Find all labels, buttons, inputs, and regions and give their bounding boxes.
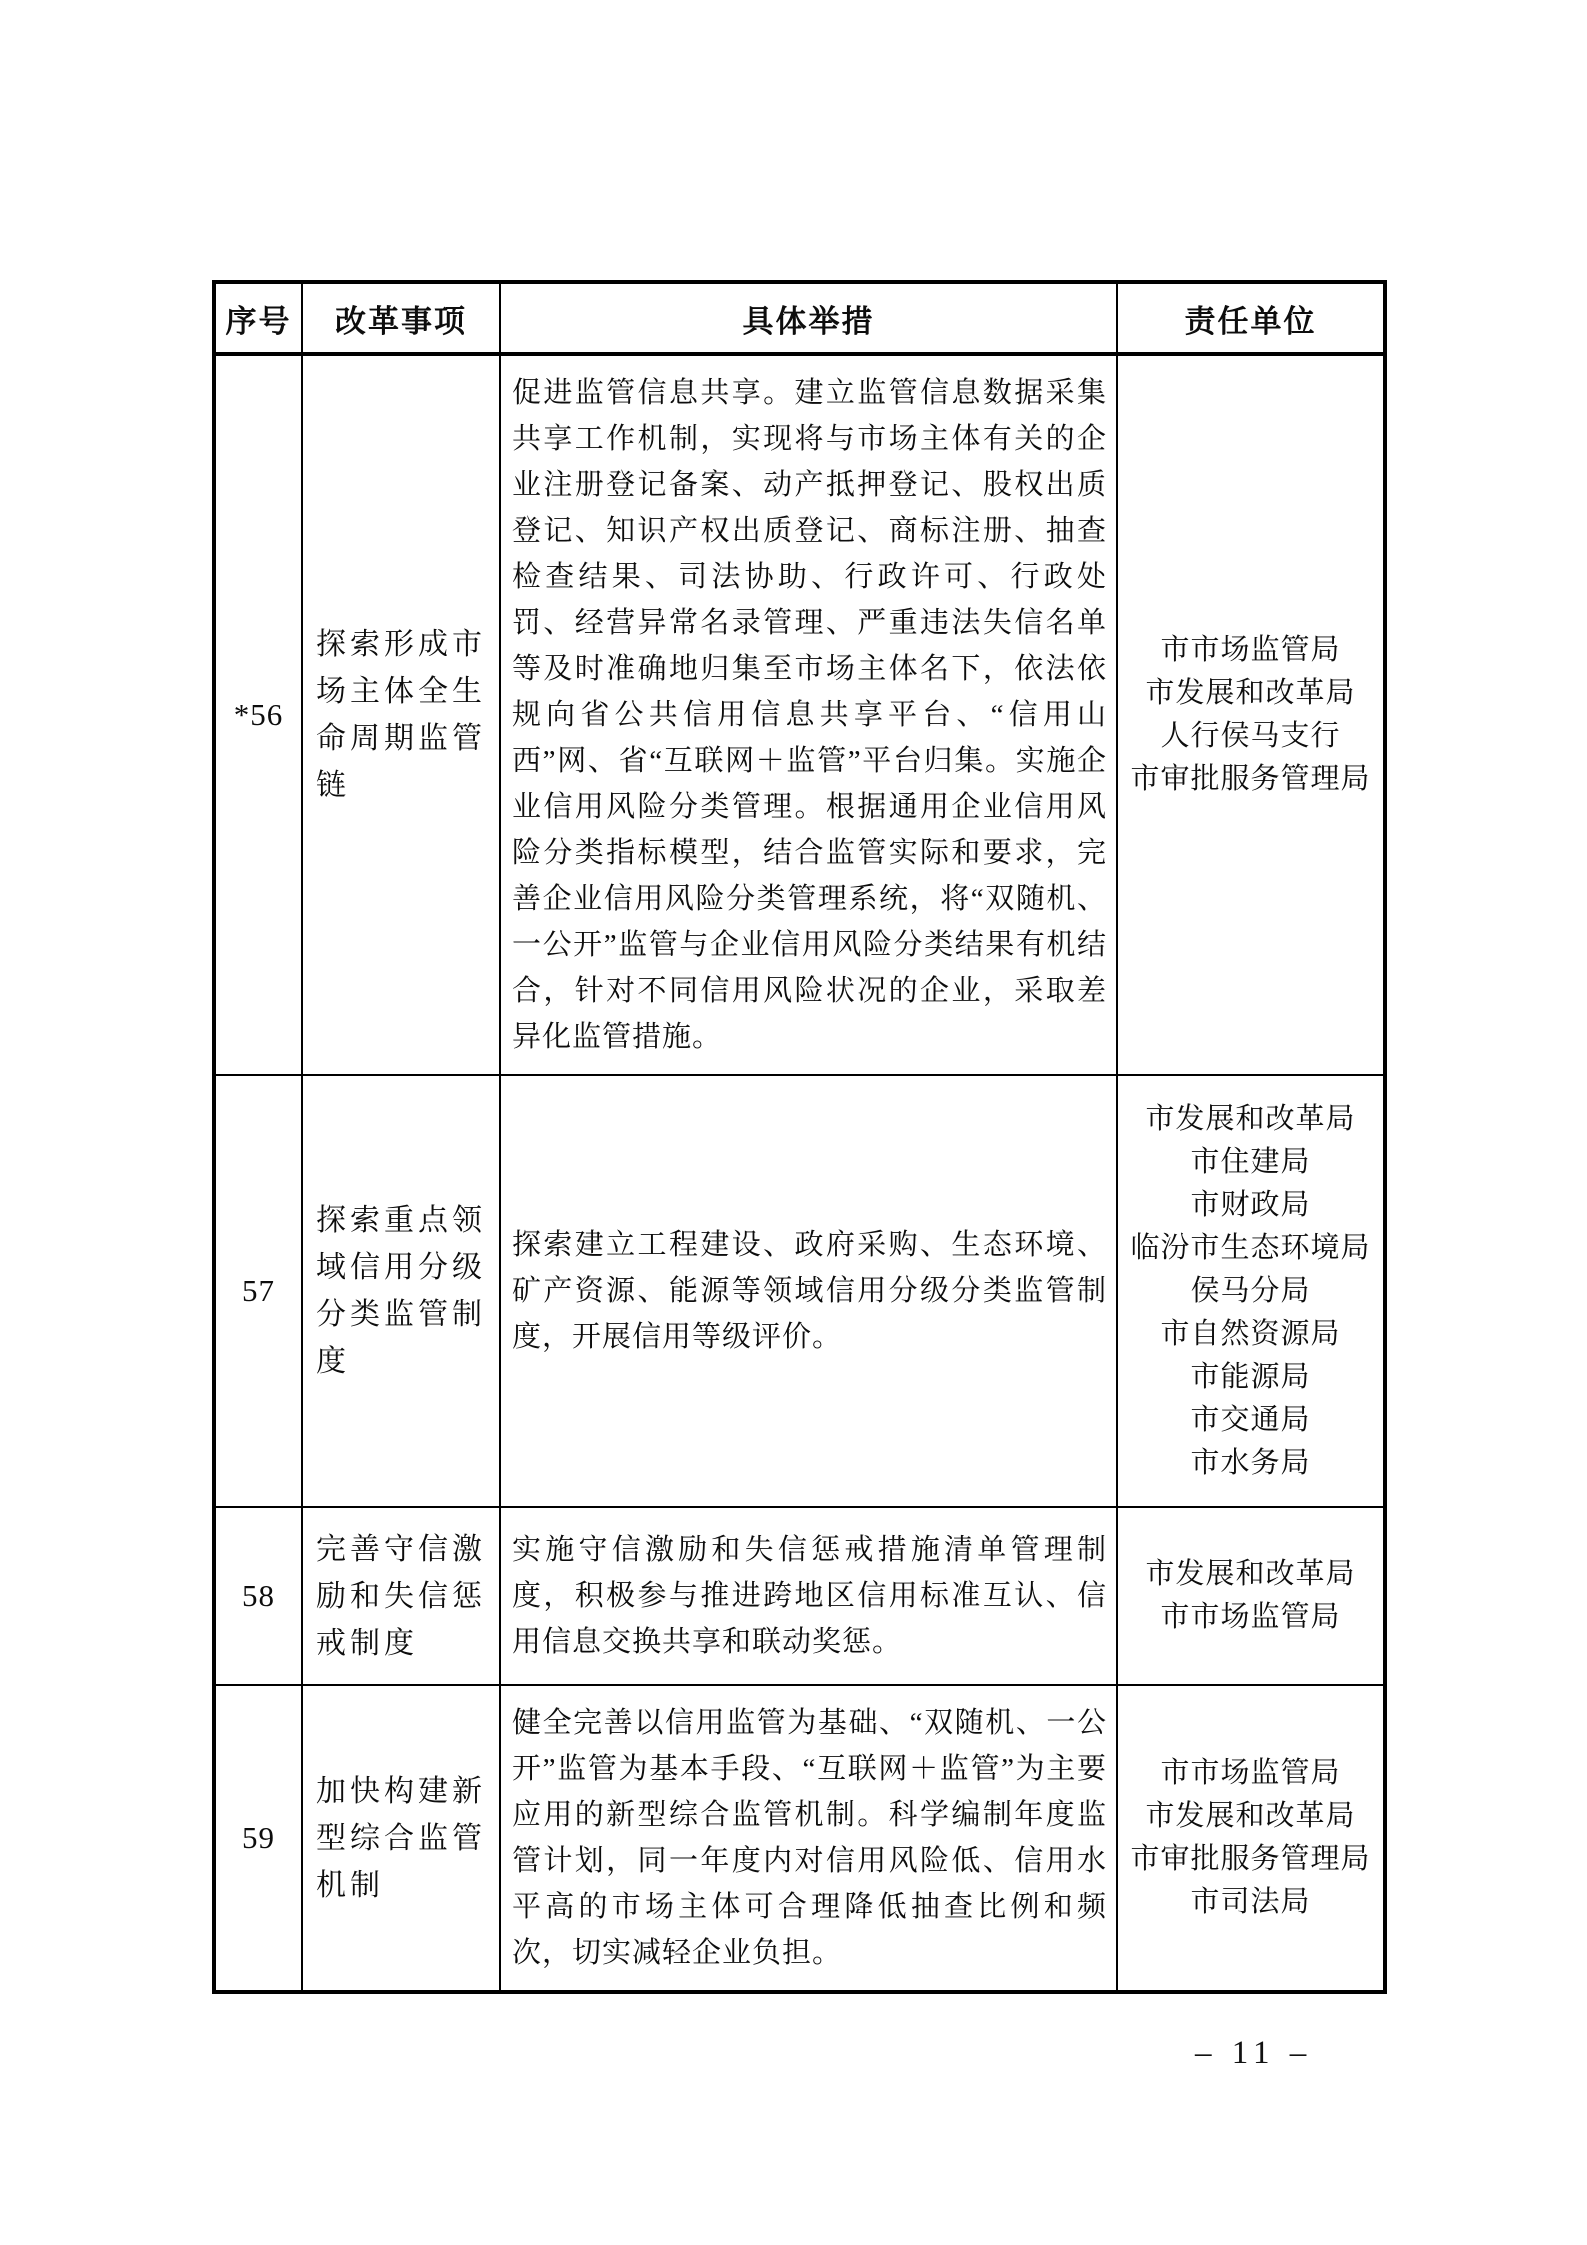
responsible-unit-line: 市住建局 — [1190, 1145, 1311, 1178]
responsible-unit-line: 市发展和改革局 — [1145, 1800, 1356, 1832]
reform-items-table — [212, 280, 1387, 1994]
header-responsible-unit: 责任单位 — [1117, 282, 1385, 354]
serial-number-cell: *56 — [214, 354, 302, 1075]
table-row — [214, 354, 1385, 1075]
responsible-unit-line: 临汾市生态环境局 — [1130, 1231, 1371, 1264]
table-row — [214, 1075, 1385, 1507]
responsible-unit-line: 市自然资源局 — [1160, 1317, 1341, 1350]
specific-measures-cell: 健全完善以信用监管为基础、“双随机、一公开”监管为基本手段、“互联网＋监管”为主要应用的新型综合监管机制。科学编制年度监管计划，同一年度内对信用风险低、信用水平高的市场主体可合理降低抽查比例和频次，切实减轻企业负担。 — [500, 1685, 1117, 1992]
serial-number-cell: 59 — [214, 1685, 302, 1992]
reform-item-cell: 加快构建新型综合监管机制 — [302, 1685, 500, 1992]
responsible-unit-line: 市审批服务管理局 — [1130, 763, 1371, 795]
header-reform-item: 改革事项 — [302, 282, 500, 354]
responsible-unit-line: 市司法局 — [1190, 1886, 1311, 1918]
responsible-unit-line: 人行侯马支行 — [1160, 720, 1341, 752]
responsible-units-cell — [1117, 1685, 1385, 1992]
responsible-unit-line: 市审批服务管理局 — [1130, 1843, 1371, 1875]
page-number: – 11 – — [1195, 2035, 1313, 2071]
reform-item-cell: 完善守信激励和失信惩戒制度 — [302, 1507, 500, 1685]
responsible-unit-line: 市财政局 — [1190, 1188, 1311, 1221]
specific-measures-cell: 探索建立工程建设、政府采购、生态环境、矿产资源、能源等领域信用分级分类监管制度，开展信用等级评价。 — [500, 1075, 1117, 1507]
table-row — [214, 1507, 1385, 1685]
responsible-unit-line: 市市场监管局 — [1160, 634, 1341, 666]
responsible-unit-line: 市发展和改革局 — [1145, 1102, 1356, 1135]
responsible-unit-line: 市市场监管局 — [1160, 1601, 1341, 1633]
responsible-units-cell — [1117, 354, 1385, 1075]
table-header-row — [214, 282, 1385, 354]
reform-item-cell: 探索形成市场主体全生命周期监管链 — [302, 354, 500, 1075]
responsible-unit-line: 市发展和改革局 — [1145, 677, 1356, 709]
serial-number-cell: 57 — [214, 1075, 302, 1507]
specific-measures-cell: 实施守信激励和失信惩戒措施清单管理制度，积极参与推进跨地区信用标准互认、信用信息交换共享和联动奖惩。 — [500, 1507, 1117, 1685]
responsible-unit-line: 市市场监管局 — [1160, 1757, 1341, 1789]
responsible-units-cell — [1117, 1507, 1385, 1685]
header-specific-measures: 具体举措 — [500, 282, 1117, 354]
responsible-unit-line: 市发展和改革局 — [1145, 1558, 1356, 1590]
responsible-units-cell — [1117, 1075, 1385, 1507]
responsible-unit-line: 市交通局 — [1190, 1403, 1311, 1436]
specific-measures-cell: 促进监管信息共享。建立监管信息数据采集共享工作机制，实现将与市场主体有关的企业注册登记备案、动产抵押登记、股权出质登记、知识产权出质登记、商标注册、抽查检查结果、司法协助、行政许可、行政处罚、经营异常名录管理、严重违法失信名单等及时准确地归集至市场主体名下，依法依规向省公共信用信息共享平台、“信用山西”网、省“互联网＋监管”平台归集。实施企业信用风险分类管理。根据通用企业信用风险分类指标模型，结合监管实际和要求，完善企业信用风险分类管理系统，将“双随机、一公开”监管与企业信用风险分类结果有机结合，针对不同信用风险状况的企业，采取差异化监管措施。 — [500, 354, 1117, 1075]
responsible-unit-line: 侯马分局 — [1190, 1274, 1311, 1307]
reform-item-cell: 探索重点领域信用分级分类监管制度 — [302, 1075, 500, 1507]
serial-number-cell: 58 — [214, 1507, 302, 1685]
header-serial-number: 序号 — [214, 282, 302, 354]
table-row — [214, 1685, 1385, 1992]
responsible-unit-line: 市水务局 — [1190, 1446, 1311, 1479]
responsible-unit-line: 市能源局 — [1190, 1360, 1311, 1393]
